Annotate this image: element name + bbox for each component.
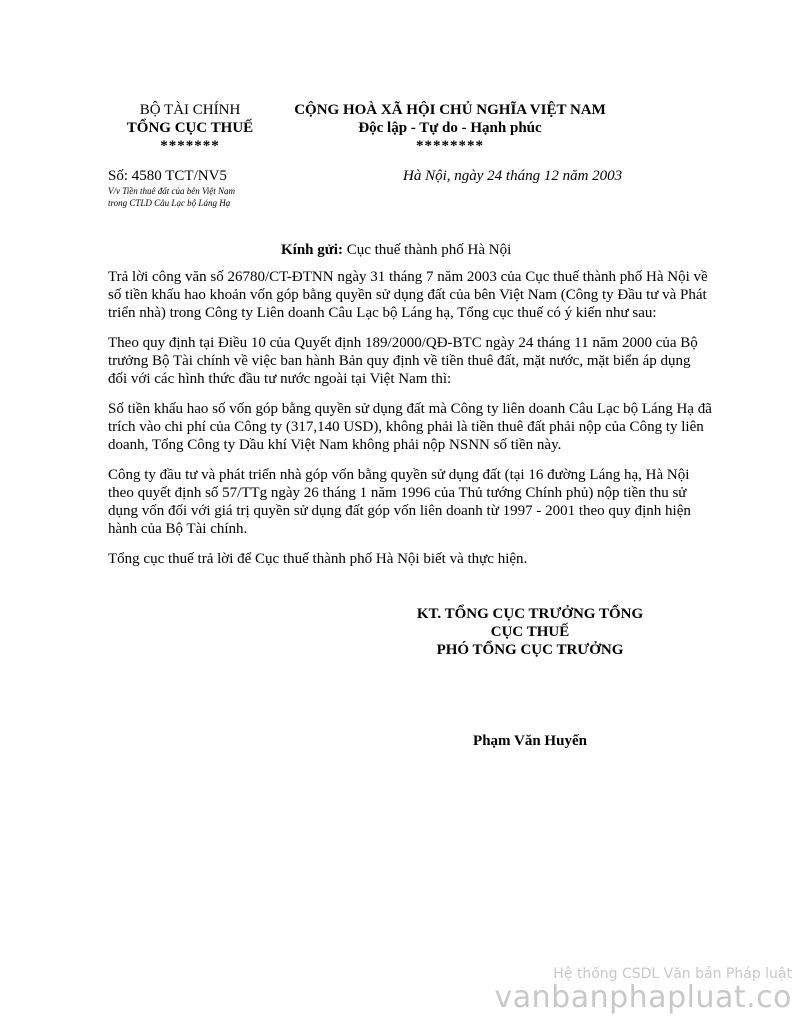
recipient-line: [281, 242, 511, 259]
subject-line: trong CTLD Câu Lạc bộ Láng Hạ: [108, 198, 231, 208]
signature-title-line: KT. TỔNG CỤC TRƯỞNG TỔNG: [416, 606, 644, 622]
document-subject: [108, 185, 235, 209]
ministry-name: BỘ TÀI CHÍNH: [139, 102, 241, 118]
country-name: CỘNG HOÀ XÃ HỘI CHỦ NGHĨA VIỆT NAM: [294, 102, 606, 118]
watermark-caption: Hệ thống CSDL Văn bản Pháp luật: [553, 966, 792, 982]
body-paragraph: Trả lời công văn số 26780/CT-ĐTNN ngày 31 tháng 7 năm 2003 của Cục thuế thành phố Hà Nội về số tiền khấu hao khoản vốn góp bằng quyền sử dụng đất của bên Việt Nam (Công ty Đầu tư và Phát triển nhà) trong Công ty Liên doanh Câu Lạc bộ Láng hạ, Tổng cục thuế có ý kiến như sau:: [108, 269, 708, 321]
issuer-block: [90, 101, 290, 155]
date-line: Hà Nội, ngày 24 tháng 12 năm 2003: [403, 168, 623, 184]
signature-title-line: PHÓ TỔNG CỤC TRƯỞNG: [436, 642, 624, 658]
national-motto: Độc lập - Tự do - Hạnh phúc: [358, 120, 542, 136]
body-paragraph: Tổng cục thuế trả lời để Cục thuế thành phố Hà Nội biết và thực hiện.: [108, 551, 528, 567]
signature-block: [380, 605, 680, 659]
document-number: Số: 4580 TCT/NV5: [108, 168, 227, 184]
department-name: TỔNG CỤC THUẾ: [126, 120, 254, 136]
subject-line: V/v Tiền thuê đất của bên Việt Nam: [108, 186, 236, 196]
body-paragraph: Số tiền khấu hao số vốn góp bằng quyền sử dụng đất mà Công ty liên doanh Câu Lạc bộ Láng Hạ đã trích vào chi phí của Công ty (317,140 USD), không phải là tiền thuê đất phải nộp của Công ty liên doanh, Tổng Công ty Dầu khí Việt Nam không phải nộp NSNN số tiền này.: [108, 401, 712, 453]
national-header: [270, 101, 630, 155]
recipient-label: Kính gửi:: [281, 242, 343, 258]
issuer-stars: *******: [160, 138, 220, 154]
recipient-name: Cục thuế thành phố Hà Nội: [342, 242, 512, 258]
signer-name: Phạm Văn Huyến: [473, 733, 587, 749]
watermark-site: vanbanphapluat.co: [494, 980, 792, 1015]
signature-title-line: CỤC THUẾ: [490, 624, 570, 640]
body-paragraph: Theo quy định tại Điều 10 của Quyết định 189/2000/QĐ-BTC ngày 24 tháng 11 năm 2000 của Bộ trưởng Bộ Tài chính về việc ban hành Bản quy định về tiền thuê đất, mặt nước, mặt biển áp dụng đối với các hình thức đầu tư nước ngoài tại Việt Nam thì:: [108, 335, 698, 387]
body-paragraph: Công ty đầu tư và phát triển nhà góp vốn bằng quyền sử dụng đất (tại 16 đường Láng hạ, Hà Nội theo quyết định số 57/TTg ngày 26 tháng 1 năm 1996 của Thủ tướng Chính phủ) nộp tiền thu sử dụng vốn đối với giá trị quyền sử dụng đất góp vốn liên doanh từ 1997 - 2001 theo quy định hiện hành của Bộ Tài chính.: [108, 467, 691, 537]
national-stars: ********: [416, 138, 484, 154]
document-body: [108, 268, 712, 580]
